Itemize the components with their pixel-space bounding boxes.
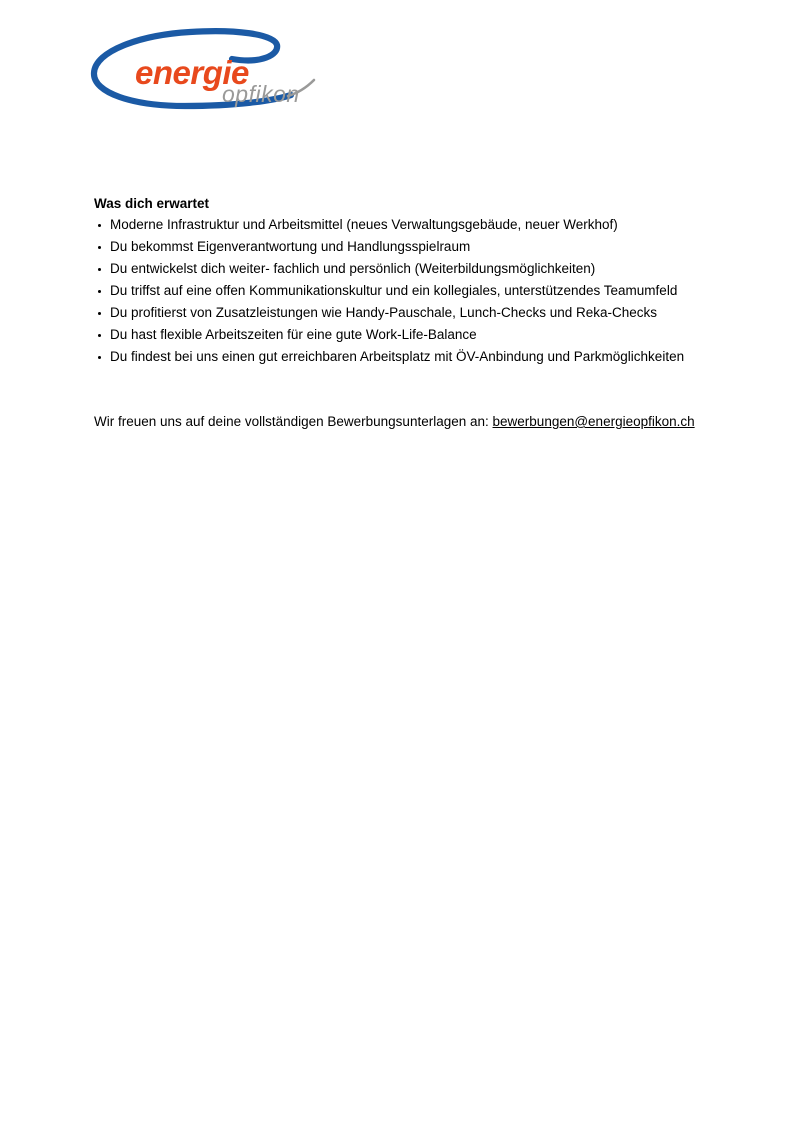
section-heading: Was dich erwartet (94, 196, 210, 211)
list-item: Du hast flexible Arbeitszeiten für eine gute Work-Life-Balance (94, 324, 714, 346)
list-item: Du bekommst Eigenverantwortung und Handlungsspielraum (94, 236, 714, 258)
closing-line (94, 413, 695, 431)
energie-opfikon-logo (95, 31, 315, 111)
closing-text: Wir freuen uns auf deine vollständigen Bewerbungsunterlagen an: (94, 414, 489, 429)
list-item: Du profitierst von Zusatzleistungen wie Handy-Pauschale, Lunch-Checks und Reka-Checks (94, 302, 714, 324)
logo-brand-secondary: opfikon (222, 81, 300, 107)
list-item: Du findest bei uns einen gut erreichbaren Arbeitsplatz mit ÖV-Anbindung und Parkmöglichkeiten (94, 346, 714, 368)
benefits-list (94, 214, 714, 368)
list-item: Du entwickelst dich weiter- fachlich und persönlich (Weiterbildungsmöglichkeiten) (94, 258, 714, 280)
list-item: Moderne Infrastruktur und Arbeitsmittel (neues Verwaltungsgebäude, neuer Werkhof) (94, 214, 714, 236)
logo-brand-primary: energie (135, 54, 249, 91)
email-link[interactable]: bewerbungen@energieopfikon.ch (492, 414, 695, 429)
list-item: Du triffst auf eine offen Kommunikationskultur und ein kollegiales, unterstützendes Teamumfeld (94, 280, 714, 302)
swoosh-icon (95, 31, 315, 111)
